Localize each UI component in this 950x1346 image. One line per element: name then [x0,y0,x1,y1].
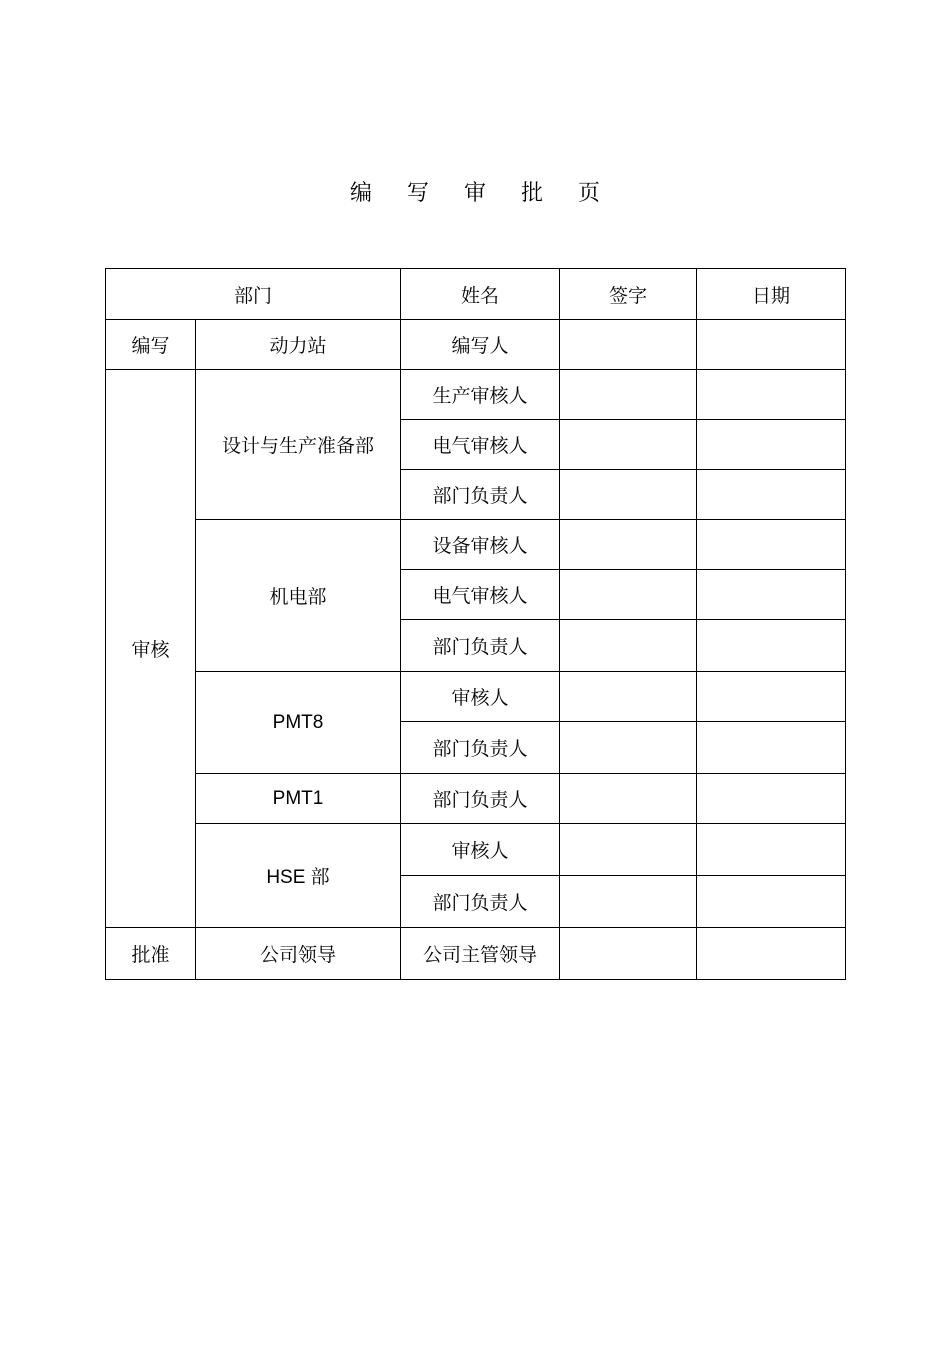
section-label-review: 审核 [106,370,196,928]
header-sign: 签字 [560,269,697,320]
date-field[interactable] [697,876,846,928]
signature-field[interactable] [560,774,697,824]
table-row [106,774,846,824]
role-cell: 电气审核人 [401,570,560,620]
signature-field[interactable] [560,928,697,980]
approval-table [105,268,846,980]
table-row [106,520,846,570]
date-field[interactable] [697,722,846,774]
header-name: 姓名 [401,269,560,320]
section-label-approve: 批准 [106,928,196,980]
role-cell: 电气审核人 [401,420,560,470]
dept-cell: HSE 部 [196,824,401,928]
role-cell: 生产审核人 [401,370,560,420]
dept-cell: 机电部 [196,520,401,672]
dept-cell: PMT8 [196,672,401,774]
role-cell: 公司主管领导 [401,928,560,980]
date-field[interactable] [697,370,846,420]
signature-field[interactable] [560,320,697,370]
table-row [106,928,846,980]
date-field[interactable] [697,520,846,570]
role-cell: 部门负责人 [401,620,560,672]
dept-cell: PMT1 [196,774,401,824]
role-cell: 部门负责人 [401,774,560,824]
dept-cell: 设计与生产准备部 [196,370,401,520]
date-field[interactable] [697,620,846,672]
date-field[interactable] [697,774,846,824]
date-field[interactable] [697,570,846,620]
role-cell: 部门负责人 [401,876,560,928]
header-date: 日期 [697,269,846,320]
signature-field[interactable] [560,722,697,774]
dept-cell: 动力站 [196,320,401,370]
role-cell: 设备审核人 [401,520,560,570]
role-cell: 部门负责人 [401,470,560,520]
date-field[interactable] [697,420,846,470]
signature-field[interactable] [560,520,697,570]
signature-field[interactable] [560,470,697,520]
signature-field[interactable] [560,370,697,420]
table-row [106,320,846,370]
signature-field[interactable] [560,672,697,722]
table-row [106,672,846,722]
role-cell: 审核人 [401,824,560,876]
section-label-write: 编写 [106,320,196,370]
date-field[interactable] [697,470,846,520]
date-field[interactable] [697,320,846,370]
signature-field[interactable] [560,420,697,470]
role-cell: 编写人 [401,320,560,370]
table-row [106,370,846,420]
date-field[interactable] [697,824,846,876]
signature-field[interactable] [560,824,697,876]
signature-field[interactable] [560,570,697,620]
date-field[interactable] [697,928,846,980]
header-dept: 部门 [106,269,401,320]
header-row [106,269,846,320]
table-row [106,824,846,876]
signature-field[interactable] [560,620,697,672]
role-cell: 审核人 [401,672,560,722]
page-title: 编 写 审 批 页 [350,181,614,206]
date-field[interactable] [697,672,846,722]
dept-cell: 公司领导 [196,928,401,980]
role-cell: 部门负责人 [401,722,560,774]
signature-field[interactable] [560,876,697,928]
